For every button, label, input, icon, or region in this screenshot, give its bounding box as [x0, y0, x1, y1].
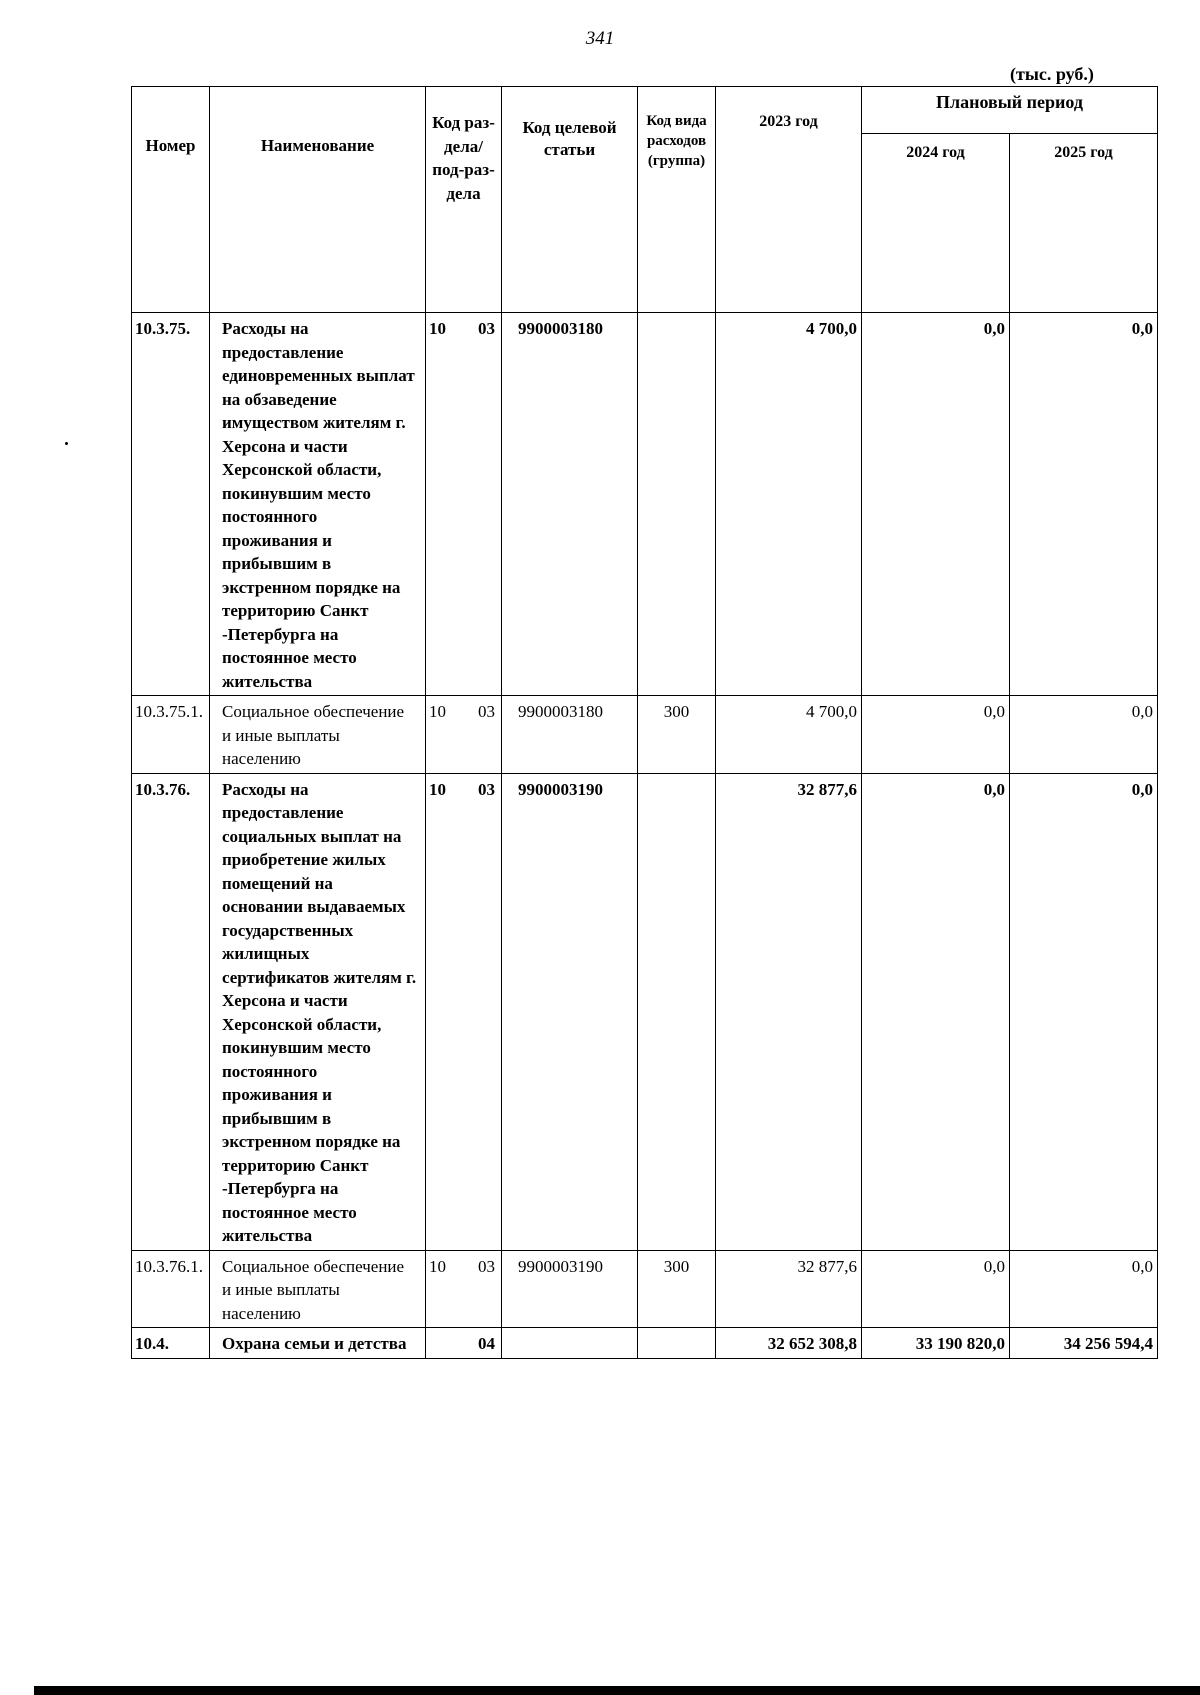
scan-speck: [65, 442, 68, 445]
row-vid: [638, 313, 716, 696]
header-number: Номер: [132, 87, 210, 313]
row-razdel-code: [426, 313, 502, 696]
row-razdel-code: [426, 773, 502, 1250]
row-amount-2023: 4 700,0: [716, 696, 862, 774]
row-name: Расходы на предоставление единовременных выплат на обзаведение имуществом жителям г. Херсона и части Херсонской области, покинувшим место постоянного проживания и прибывшим в экстренном порядке на территорию Санкт -Петербурга на постоянное место жительства: [210, 313, 426, 696]
row-podrazdel: 03: [478, 1256, 495, 1276]
row-razdel-code: [426, 1328, 502, 1359]
table-row: [132, 1250, 1158, 1328]
row-razdel-code: [426, 696, 502, 774]
table-body: [132, 313, 1158, 1359]
table-row: [132, 313, 1158, 696]
header-name: Наименование: [210, 87, 426, 313]
row-celevaya: [502, 1328, 638, 1359]
row-number: 10.3.75.: [132, 313, 210, 696]
row-celevaya: 9900003190: [502, 773, 638, 1250]
row-celevaya: 9900003180: [502, 313, 638, 696]
scan-bottom-edge: [34, 1686, 1200, 1695]
row-amount-2023: 32 877,6: [716, 773, 862, 1250]
row-razdel: 10: [429, 702, 446, 721]
row-celevaya: 9900003180: [502, 696, 638, 774]
row-razdel: 10: [429, 1256, 446, 1276]
table-row: [132, 773, 1158, 1250]
row-amount-2025: 34 256 594,4: [1010, 1328, 1158, 1359]
row-number: 10.3.76.: [132, 773, 210, 1250]
row-amount-2025: 0,0: [1010, 696, 1158, 774]
row-amount-2024: 0,0: [862, 773, 1010, 1250]
row-podrazdel: 03: [478, 779, 495, 799]
row-amount-2025: 0,0: [1010, 313, 1158, 696]
row-name: Охрана семьи и детства: [210, 1328, 426, 1359]
row-amount-2024: 0,0: [862, 1250, 1010, 1328]
units-label: (тыс. руб.): [1010, 64, 1094, 84]
table-row: [132, 696, 1158, 774]
header-planned-period: Плановый период: [862, 87, 1158, 134]
row-name: Социальное обеспечение и иные выплаты населению: [210, 696, 426, 774]
header-celevaya: Код целевой статьи: [502, 87, 638, 313]
row-number: 10.3.75.1.: [132, 696, 210, 774]
row-razdel-code: [426, 1250, 502, 1328]
row-amount-2024: 33 190 820,0: [862, 1328, 1010, 1359]
header-2024: 2024 год: [862, 134, 1010, 313]
header-vid: Код вида расходов (группа): [638, 87, 716, 313]
row-number: 10.3.76.1.: [132, 1250, 210, 1328]
row-amount-2025: 0,0: [1010, 773, 1158, 1250]
row-vid: 300: [638, 1250, 716, 1328]
budget-table: [131, 86, 1158, 1359]
row-vid: [638, 1328, 716, 1359]
row-podrazdel: 03: [478, 702, 495, 721]
table-row: [132, 1328, 1158, 1359]
row-razdel: 10: [429, 779, 446, 799]
row-podrazdel: 04: [478, 1334, 495, 1353]
row-name: Расходы на предоставление социальных выплат на приобретение жилых помещений на основании выдаваемых государственных жилищных сертификатов жителям г. Херсона и части Херсонской области, покинувшим место постоянного проживания и прибывшим в экстренном порядке на территорию Санкт -Петербурга на постоянное место жительства: [210, 773, 426, 1250]
table-header: [132, 87, 1158, 313]
row-vid: 300: [638, 696, 716, 774]
page-number: 341: [585, 28, 615, 49]
row-celevaya: 9900003190: [502, 1250, 638, 1328]
row-amount-2023: 32 877,6: [716, 1250, 862, 1328]
row-amount-2023: 32 652 308,8: [716, 1328, 862, 1359]
row-name: Социальное обеспечение и иные выплаты населению: [210, 1250, 426, 1328]
row-amount-2024: 0,0: [862, 696, 1010, 774]
row-amount-2024: 0,0: [862, 313, 1010, 696]
row-podrazdel: 03: [478, 319, 495, 338]
row-vid: [638, 773, 716, 1250]
row-razdel: 10: [429, 319, 446, 338]
row-amount-2025: 0,0: [1010, 1250, 1158, 1328]
header-2023: 2023 год: [716, 87, 862, 313]
header-2025: 2025 год: [1010, 134, 1158, 313]
row-number: 10.4.: [132, 1328, 210, 1359]
row-amount-2023: 4 700,0: [716, 313, 862, 696]
header-razdel: Код раз-дела/ под-раз-дела: [426, 87, 502, 313]
